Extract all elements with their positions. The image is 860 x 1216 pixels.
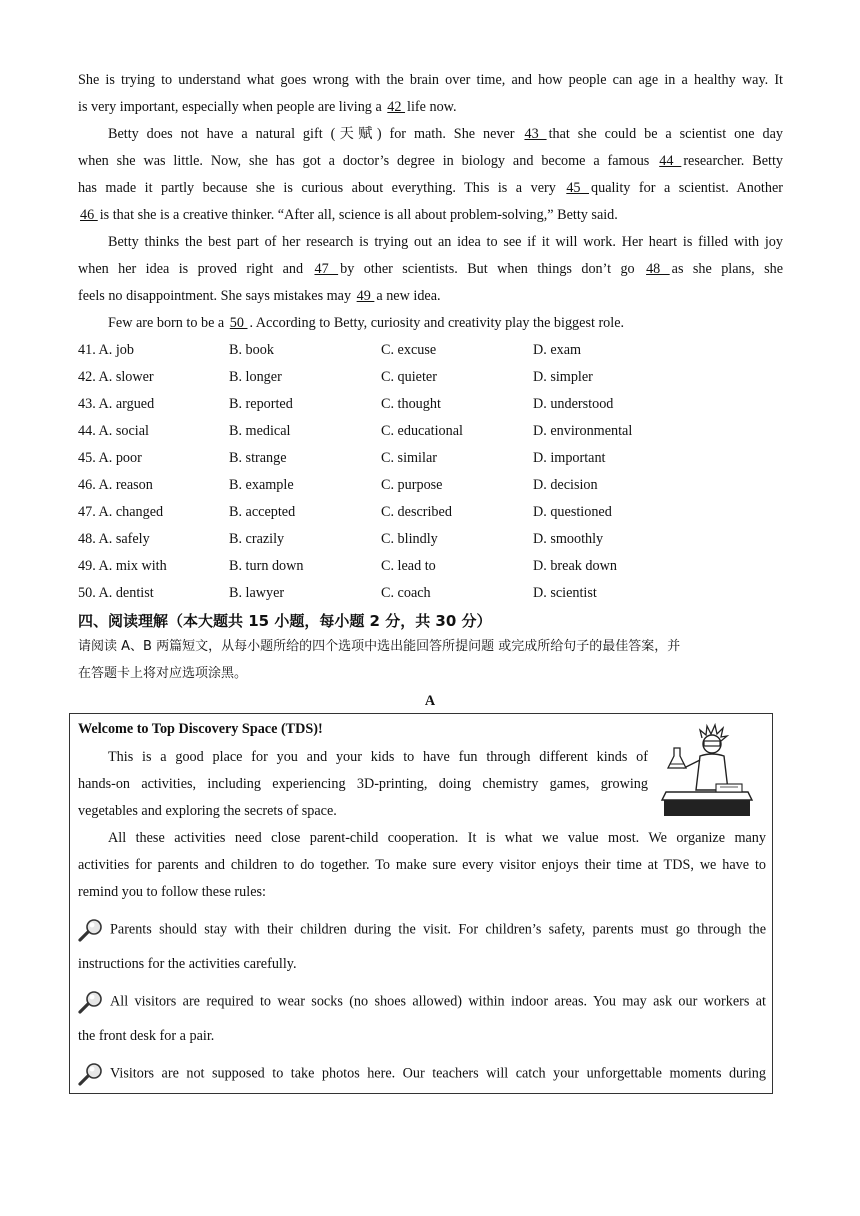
passage-line: Betty does not have a natural gift (天赋) for math. She never 43 that she could be a scientist one day [108,126,783,142]
tds-title: Welcome to Top Discovery Space (TDS)! [78,721,323,737]
option-a[interactable]: 49. A. mix with [78,558,167,574]
passage-line: when her idea is proved right and 47 by other scientists. But when things don’t go 48 as she plans, she [78,261,784,277]
magnifier-icon [78,918,104,942]
blank-47: 47 [314,261,339,277]
passage-line: feels no disappointment. She says mistakes may 49 a new idea. [78,288,441,304]
tds-intro-line: hands-on activities, including experiencing 3D-printing, doing chemistry games, growing [78,776,648,792]
option-a[interactable]: 43. A. argued [78,396,155,412]
option-c[interactable]: C. coach [381,585,431,601]
option-a[interactable]: 45. A. poor [78,450,142,466]
option-d[interactable]: D. exam [533,342,582,358]
option-b[interactable]: B. medical [229,423,291,439]
option-a[interactable]: 48. A. safely [78,531,150,547]
passage-line: Betty thinks the best part of her research is trying out an idea to see if it will work. Her heart is filled with joy [108,234,783,250]
option-a[interactable]: 47. A. changed [78,504,164,520]
option-a[interactable]: 42. A. slower [78,369,154,385]
option-b[interactable]: B. longer [229,369,282,385]
option-d[interactable]: D. break down [533,558,617,574]
option-b[interactable]: B. strange [229,450,287,466]
option-c[interactable]: C. lead to [381,558,436,574]
option-a[interactable]: 46. A. reason [78,477,153,493]
option-a[interactable]: 41. A. job [78,342,134,358]
option-c[interactable]: C. thought [381,396,441,412]
option-c[interactable]: C. purpose [381,477,443,493]
option-b[interactable]: B. example [229,477,294,493]
magnifier-icon [78,990,104,1014]
passage-label: A [424,693,436,709]
blank-46: 46 [80,207,98,223]
blank-43: 43 [524,126,547,142]
option-b[interactable]: B. accepted [229,504,296,520]
scientist-illustration [660,722,756,818]
option-c[interactable]: C. educational [381,423,463,439]
instructions-line: 在答题卡上将对应选项涂黑。 [78,666,248,681]
option-b[interactable]: B. book [229,342,274,358]
option-c[interactable]: C. blindly [381,531,438,547]
option-d[interactable]: D. questioned [533,504,612,520]
tds-coop-line: remind you to follow these rules: [78,884,266,900]
option-c[interactable]: C. described [381,504,452,520]
option-d[interactable]: D. understood [533,396,614,412]
passage-line: when she was little. Now, she has got a doctor’s degree in biology and become a famous 44 researcher. Betty [78,153,783,169]
option-a[interactable]: 50. A. dentist [78,585,154,601]
tds-intro-line: vegetables and exploring the secrets of space. [78,803,337,819]
option-b[interactable]: B. reported [229,396,293,412]
option-d[interactable]: D. decision [533,477,598,493]
blank-42: 42 [387,99,406,115]
option-d[interactable]: D. environmental [533,423,633,439]
option-b[interactable]: B. crazily [229,531,285,547]
blank-50: 50 [229,315,248,331]
rule-item-continued: instructions for the activities carefully. [78,956,297,972]
section-heading: 四、阅读理解（本大题共 15 小题，每小题 2 分，共 30 分） [78,612,492,630]
rule-item: Parents should stay with their children during the visit. For children’s safety, parents must go through the [78,918,766,942]
option-d[interactable]: D. smoothly [533,531,604,547]
passage-line: She is trying to understand what goes wrong with the brain over time, and how people can age in a healthy way. It [78,72,783,88]
passage-line: has made it partly because she is curious about everything. This is a very 45 quality for a scientist. Another [78,180,783,196]
blank-44: 44 [659,153,682,169]
option-d[interactable]: D. simpler [533,369,593,385]
instructions-line: 请阅读 A、B 两篇短文，从每小题所给的四个选项中选出能回答所提问题 或完成所给句子的最佳答案，并 [78,639,681,654]
option-c[interactable]: C. excuse [381,342,437,358]
option-d[interactable]: D. scientist [533,585,597,601]
tds-coop-line: All these activities need close parent-child cooperation. It is what we value most. We organize many [108,830,766,846]
rule-item-continued: the front desk for a pair. [78,1028,215,1044]
option-a[interactable]: 44. A. social [78,423,149,439]
blank-45: 45 [566,180,589,196]
option-c[interactable]: C. quieter [381,369,437,385]
rule-item: All visitors are required to wear socks (no shoes allowed) within indoor areas. You may ask our workers at [78,990,766,1014]
passage-line: Few are born to be a 50 . According to Betty, curiosity and creativity play the biggest role. [108,315,625,331]
blank-48: 48 [646,261,670,277]
option-b[interactable]: B. turn down [229,558,304,574]
passage-line: is very important, especially when people are living a 42 life now. [78,99,457,115]
tds-coop-line: activities for parents and children to do together. To make sure every visitor enjoys their time at TDS, we have to [78,857,766,873]
rule-item: Visitors are not supposed to take photos here. Our teachers will catch your unforgettable moments during [78,1062,766,1086]
option-c[interactable]: C. similar [381,450,437,466]
blank-49: 49 [356,288,375,304]
option-b[interactable]: B. lawyer [229,585,285,601]
magnifier-icon [78,1062,104,1086]
option-d[interactable]: D. important [533,450,606,466]
tds-intro-line: This is a good place for you and your kids to have fun through different kinds of [108,749,648,765]
passage-line: 46 is that she is a creative thinker. “After all, science is all about problem-solving,” Betty said. [80,207,618,223]
